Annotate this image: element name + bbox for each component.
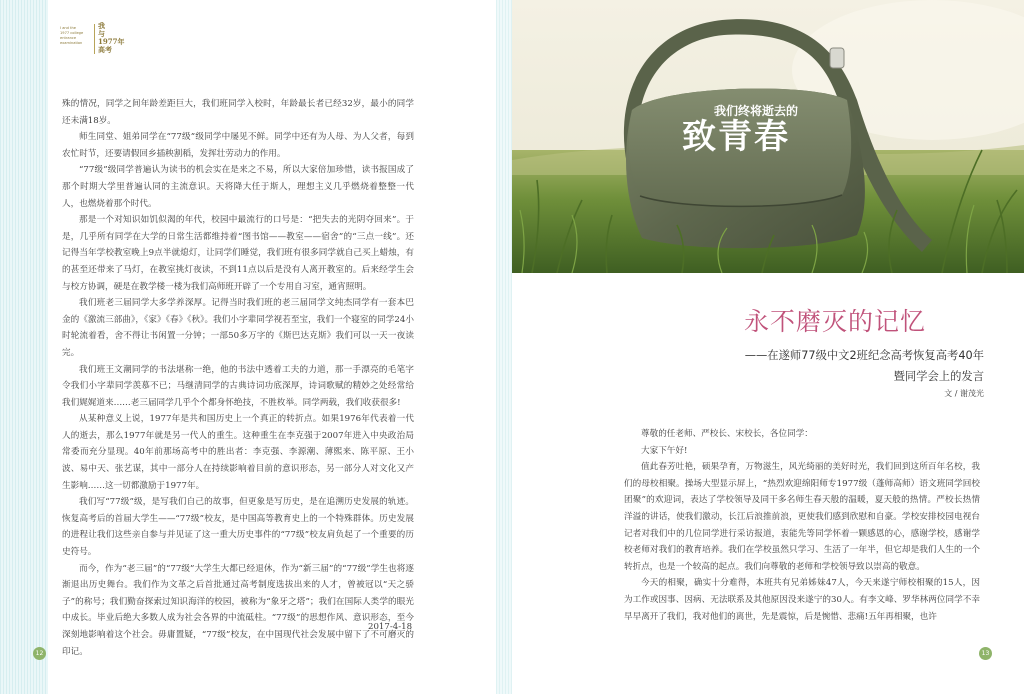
photo-overlay-small-text: 我们终将逝去的 [714, 104, 799, 118]
paragraph: “77级”级同学普遍认为读书的机会实在是来之不易，所以大家倍加珍惜，读书报国成了那个时期大学里普遍认同的主流意识。天将降大任于斯人，理想主义几乎燃烧着整整一代人，也燃烧着那个时代。 [62, 165, 414, 209]
paragraph: 我们班老三届同学大多学养深厚。记得当时我们班的老三届同学文纯杰同学有一套本巴金的《激流三部曲》，《家》《春》《秋》。我们小字辈同学视若至宝，我们一个寝室的同学24小时轮流着看，舍不得让书闲置一分钟；一部50多万字的《斯巴达克斯》我们可以一天一夜读完。 [62, 298, 414, 358]
page-number-left: 12 [33, 647, 46, 660]
paragraph: 我们班王文潮同学的书法堪称一绝，他的书法中透着工夫的力道，那一手漂亮的毛笔字令我们小字辈同学羡慕不已；马继清同学的古典诗词功底深厚，诗词歌赋的精妙之处经常给我们娓娓道来……老三届同学几乎个个都身怀绝技，不胜枚举。同学两载，我们收获很多! [62, 364, 414, 408]
header-cn-line: 我 [98, 21, 105, 30]
article-body-continued [62, 96, 414, 660]
decorative-stripe-gutter [496, 0, 512, 694]
header-divider [94, 24, 95, 54]
running-header-chinese [98, 22, 124, 54]
header-cn-line: 1977年 [98, 37, 125, 46]
article-subtitle-line1: ——在遂师77级中文2班纪念高考恢复高考40年 [744, 349, 984, 362]
decorative-stripe [0, 0, 48, 694]
photo-overlay-large-text: 致青春 [682, 117, 790, 157]
paragraph: 那是一个对知识如饥似渴的年代，校园中最流行的口号是：“把失去的光阴夺回来”。于是，几乎所有同学在大学的日常生活都维持着“图书馆——教室——宿舍”的“三点一线”。还记得当年学校教室晚上9点半就熄灯，让同学们睡觉，我们班有很多同学就自己买上蜡烛，有的甚至还带来了马灯，在教室挑灯夜读，不到11点以后是没有人离开教室的。后来经学生会与校方协调，硬是在教学楼一楼为我们高师班开辟了一个专用自习室，通宵照明。 [62, 215, 414, 292]
paragraph: 我们写“77级”级，是写我们自己的故事，但更象是写历史，是在追溯历史发展的轨迹。恢复高考后的首届大学生——“77级”校友，是中国高等教育史上的一个特殊群体。历史发展的进程让我们这些亲自参与并见证了这一重大历史事件的“77级”校友肩负起了一个重要的历史符号。 [62, 497, 414, 558]
running-header [60, 20, 150, 54]
header-en-line: entrance [60, 36, 77, 40]
header-en-line: 1977 college [60, 31, 84, 35]
article-title: 永不磨灭的记忆 [744, 307, 927, 336]
hero-photo-bag-on-grass [512, 0, 1024, 273]
header-en-line: examination [60, 41, 83, 45]
paragraph: 殊的情况，同学之间年龄差距巨大，我们班同学入校时，年龄最长者已经32岁，最小的同学还未满18岁。 [62, 99, 414, 126]
header-cn-line: 高考 [98, 45, 112, 54]
article-subtitle-line2: 暨同学会上的发言 [893, 370, 984, 383]
paragraph: 今天的相聚，确实十分难得，本班共有兄弟姊妹47人，今天来遂宁师校相聚的15人，因为工作或因事、因病、无法联系及其他原因没来遂宁的30人。有李文峰、罗华林两位同学不幸早早离开了我们，我对他们的离世，先是震惊，后是惋惜、悲痛!五年再相聚，也许 [624, 578, 980, 622]
speech-body [624, 426, 980, 625]
right-page [512, 0, 1024, 694]
paragraph: 值此春芳吐艳，硕果孕育，万物滋生，风光绮丽的美好时光，我们回到这所百年名校，我们的母校相聚。操场大型显示屏上，“热烈欢迎绵阳师专1977级（蓬师高师）语文班同学回校团聚”的欢迎词，表达了学校领导及同干多名师生春天般的温暖，夏天般的热情。严校长热情洋溢的讲话，使我们激动，长江后浪推前浪，更使我们感到欣慰和自豪。学校安排校园电视台记者对我们中的几位同学进行采访报道，衷能先等同学怀着一颗感恩的心，感谢学校，感谢学校老师对我们的教育培养。我们在学校虽然只学习、生活了一年半，但它却是我们人生的一个转折点，也是一个较高的起点。我们向尊敬的老师和学校领导致以崇高的敬意。 [624, 462, 980, 572]
paragraph: 尊敬的任老师、严校长、宋校长，各位同学： [641, 429, 813, 439]
paragraph: 从某种意义上说，1977年是共和国历史上一个真正的转折点。如果1976年代表着一代人的逝去，那么1977年就是另一代人的重生。这种重生在李克强于2007年进入中央政治局常委而充分显现。40年前那场高考中的胜出者：李克强、李源潮、薄熙来、陈平原、王小波、易中天、张艺谋，其中一部分人在持续影响着目前的意识形态，另一部分人对文化又产生影响……这一切都激励于1977年。 [62, 414, 414, 491]
header-cn-line: 与 [98, 29, 105, 38]
page-number-right: 13 [979, 647, 992, 660]
bag-illustration [512, 0, 1024, 273]
article-date: 2017-4-18 [368, 622, 413, 632]
paragraph: 师生同堂、姐弟同学在“77级”级同学中屡见不鲜。同学中还有为人母、为人父者，每到农忙时节，还要请假回乡插秧割稻，发挥壮劳动力的作用。 [62, 132, 414, 159]
header-en-line: I and the [60, 26, 77, 30]
article-author: 文 / 谢茂光 [944, 389, 984, 398]
paragraph: 大家下午好! [641, 445, 688, 456]
running-header-english [60, 26, 94, 46]
paragraph: 而今，作为“老三届”的“77级”大学生大都已经退休，作为“新三届”的“77级”学生也将逐渐退出历史舞台。我们作为文革之后首批通过高考制度选拔出来的人才，曾被冠以“天之骄子”的称号；我们勤奋探索过知识海洋的校园，被称为“象牙之塔”；我们在国际人类学的眼光中成长。毕业后绝大多数人成为社会各界的中流砥柱。“77级”的思想作风、意识形态，至今深刻地影响着这个社会。毋庸置疑，“77级”校友，在中国现代社会发展中留下了不可磨灭的印记。 [62, 563, 414, 657]
